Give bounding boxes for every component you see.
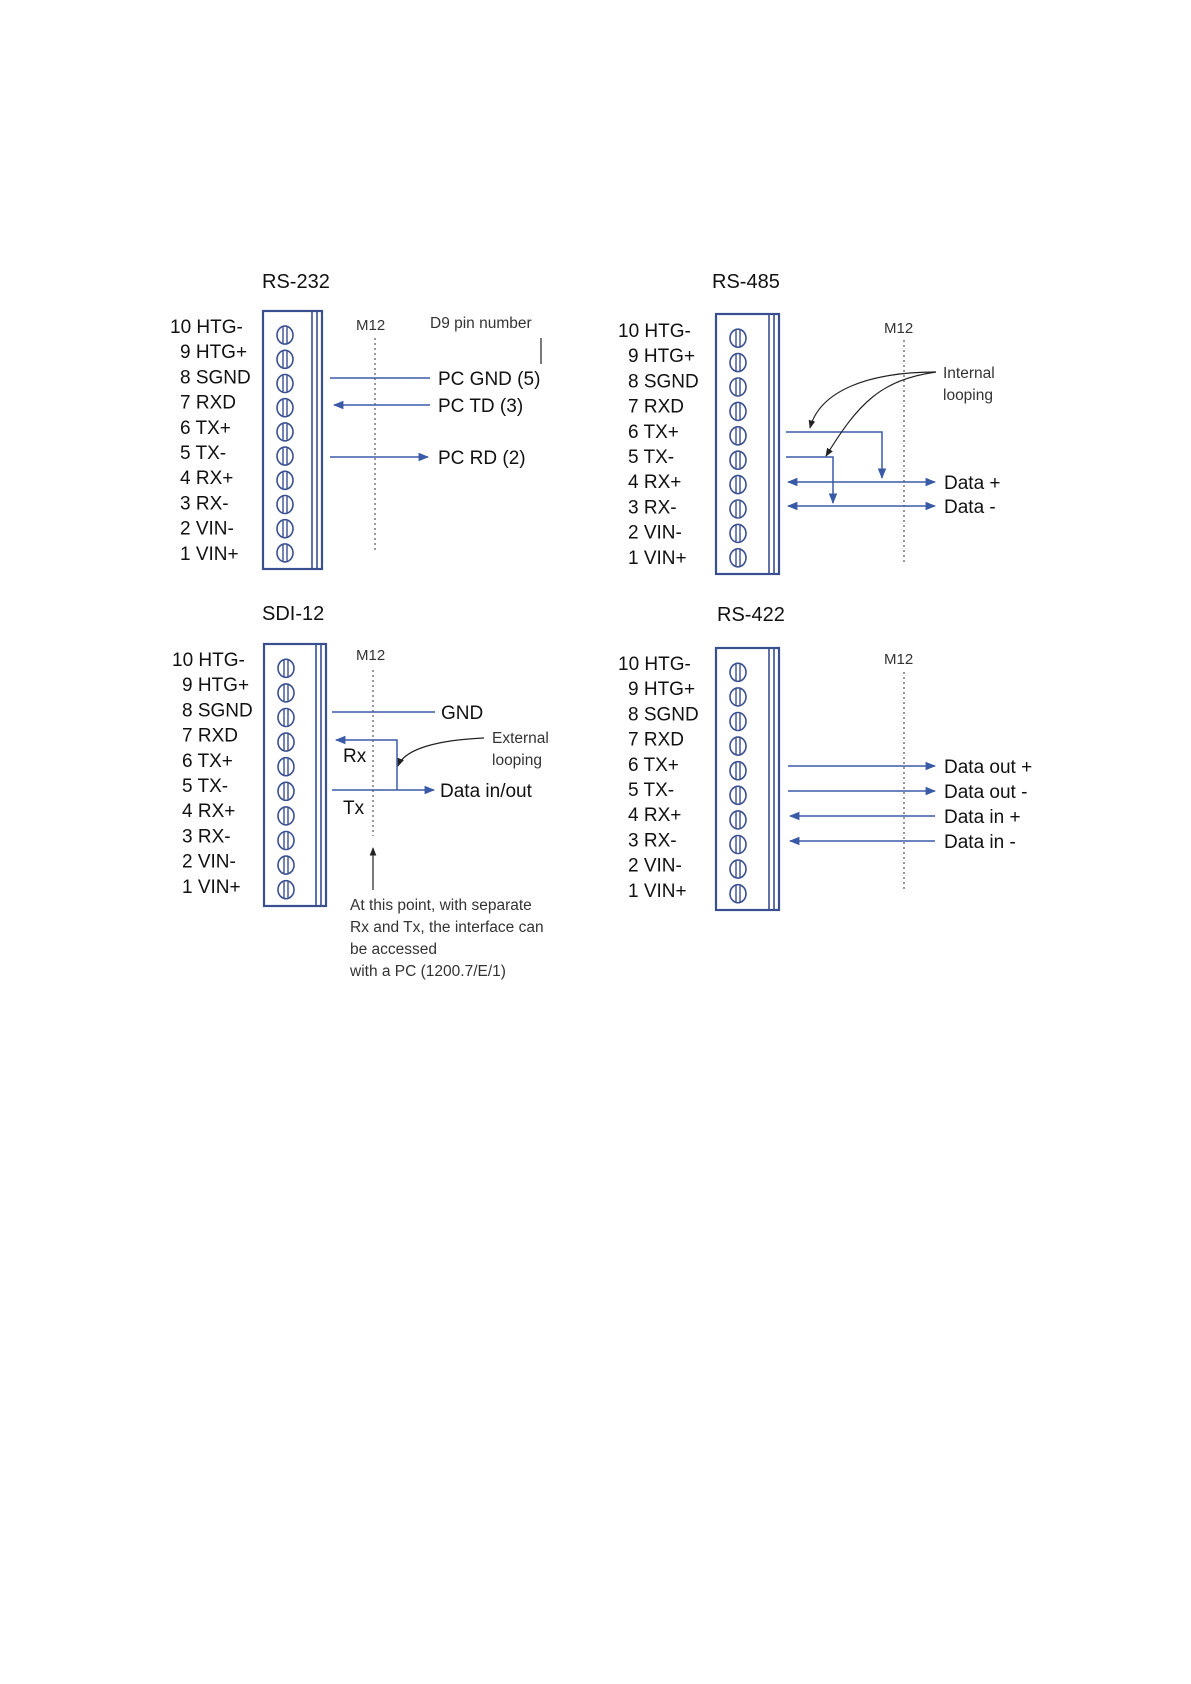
- signal-data-out-minus: Data out -: [944, 782, 1028, 803]
- footnote-line3: be accessed: [350, 941, 438, 958]
- screw-terminal: [278, 659, 294, 677]
- signal-gnd: GND: [441, 703, 484, 724]
- pin-label: 1 VIN+: [182, 876, 241, 898]
- screw-terminal: [278, 709, 294, 727]
- screw-terminal: [730, 378, 746, 396]
- footnote-line2: Rx and Tx, the interface can: [350, 919, 544, 936]
- pin-label: 7 RXD: [628, 729, 684, 751]
- rs232-title: RS-232: [262, 271, 330, 293]
- signal-pc-td: PC TD (3): [438, 396, 524, 417]
- pin-label: 9 HTG+: [628, 679, 696, 701]
- rs422-panel: [618, 604, 1032, 910]
- external-looping-pointer: [398, 738, 484, 766]
- pin-label: 1 VIN+: [180, 543, 239, 565]
- pin-label: 8 SGND: [628, 371, 699, 393]
- pin-label: 3 RX-: [180, 493, 229, 515]
- screw-terminal: [278, 758, 294, 776]
- screw-terminal: [730, 762, 746, 780]
- pin-label: 4 RX+: [182, 801, 236, 823]
- pin-label: 4 RX+: [628, 805, 682, 827]
- terminal-block: [264, 644, 326, 906]
- terminal-block: [716, 314, 779, 574]
- internal-looping-note-line2: looping: [943, 387, 993, 404]
- screw-terminal: [730, 500, 746, 518]
- signal-data-in-minus: Data in -: [944, 832, 1016, 853]
- tx-plus-loop-wire: [786, 432, 882, 478]
- screw-terminal: [278, 807, 294, 825]
- pin-label: 9 HTG+: [180, 342, 248, 364]
- screw-terminal: [730, 713, 746, 731]
- pin-label: 6 TX+: [180, 417, 231, 439]
- pin-label: 3 RX-: [628, 497, 677, 519]
- screw-terminal: [277, 350, 293, 368]
- pin-label: 10 HTG-: [172, 650, 245, 671]
- screw-terminal: [730, 663, 746, 681]
- internal-looping-note-line1: Internal: [943, 365, 995, 382]
- screw-terminal: [277, 544, 293, 562]
- terminal-block: [716, 648, 779, 910]
- pin-label: 5 TX-: [182, 776, 229, 797]
- screw-terminal: [278, 684, 294, 702]
- screw-terminal: [730, 476, 746, 494]
- pin-label: 6 TX+: [182, 750, 233, 772]
- pin-label: 3 RX-: [182, 826, 231, 848]
- screw-terminal: [730, 524, 746, 542]
- pin-label: 6 TX+: [628, 754, 679, 776]
- pin-label: 9 HTG+: [182, 675, 250, 697]
- signal-pc-gnd: PC GND (5): [438, 369, 541, 390]
- screw-terminal: [278, 881, 294, 899]
- screw-terminal: [277, 399, 293, 417]
- pin-label: 7 RXD: [628, 396, 684, 418]
- screw-terminal: [277, 520, 293, 538]
- screw-terminal: [277, 496, 293, 514]
- rs485-title: RS-485: [712, 271, 780, 293]
- pin-label: 1 VIN+: [628, 547, 687, 569]
- m12-label: M12: [356, 317, 386, 334]
- footnote-line1: At this point, with separate: [350, 897, 532, 914]
- rs422-title: RS-422: [717, 604, 785, 626]
- rs485-panel: [618, 271, 1001, 574]
- pin-label: 8 SGND: [180, 367, 251, 389]
- tx-minus-loop-wire: [786, 457, 833, 503]
- screw-terminal: [730, 860, 746, 878]
- screw-terminal: [730, 329, 746, 347]
- pin-label: 10 HTG-: [170, 317, 243, 338]
- m12-label: M12: [356, 647, 386, 664]
- pin-label: 5 TX-: [628, 780, 675, 801]
- tx-label: Tx: [343, 798, 365, 819]
- screw-terminal: [277, 326, 293, 344]
- screw-terminal: [730, 836, 746, 854]
- pin-label: 4 RX+: [180, 468, 234, 490]
- d9-caption: D9 pin number: [430, 315, 532, 332]
- screw-terminal: [730, 451, 746, 469]
- signal-data-plus: Data +: [944, 473, 1001, 494]
- pin-label: 3 RX-: [628, 830, 677, 852]
- signal-data-out-plus: Data out +: [944, 757, 1033, 778]
- pin-label: 8 SGND: [182, 700, 253, 722]
- m12-label: M12: [884, 651, 914, 668]
- pin-label: 9 HTG+: [628, 346, 696, 368]
- screw-terminal: [730, 549, 746, 567]
- pin-label: 10 HTG-: [618, 654, 691, 675]
- pin-label: 1 VIN+: [628, 880, 687, 902]
- screw-terminal: [278, 856, 294, 874]
- screw-terminal: [277, 447, 293, 465]
- sdi12-title: SDI-12: [262, 603, 325, 625]
- screw-terminal: [277, 471, 293, 489]
- pin-labels: [618, 654, 699, 902]
- sdi12-panel: [172, 603, 549, 980]
- looping-pointer-2: [826, 372, 936, 456]
- screw-terminal: [730, 885, 746, 903]
- pin-label: 5 TX-: [180, 443, 227, 464]
- m12-label: M12: [884, 320, 914, 337]
- pin-labels: [170, 317, 251, 565]
- pin-labels: [172, 650, 253, 898]
- pin-label: 5 TX-: [628, 447, 675, 468]
- pin-label: 2 VIN-: [182, 851, 236, 873]
- screw-terminal: [730, 811, 746, 829]
- screw-terminal: [730, 737, 746, 755]
- screw-terminal: [277, 375, 293, 393]
- screw-terminal: [730, 688, 746, 706]
- screw-terminal: [278, 832, 294, 850]
- pin-label: 6 TX+: [628, 421, 679, 443]
- signal-data-in-out: Data in/out: [440, 781, 532, 802]
- pin-label: 2 VIN-: [180, 518, 234, 540]
- rs232-panel: [170, 271, 541, 569]
- pin-label: 8 SGND: [628, 704, 699, 726]
- pin-label: 2 VIN-: [628, 855, 682, 877]
- pin-labels: [618, 321, 699, 569]
- pin-label: 7 RXD: [182, 725, 238, 747]
- looping-pointer-1: [810, 372, 936, 428]
- signal-data-minus: Data -: [944, 497, 996, 518]
- screw-terminal: [730, 427, 746, 445]
- screw-terminal: [730, 786, 746, 804]
- screw-terminal: [730, 402, 746, 420]
- footnote-line4: with a PC (1200.7/E/1): [350, 963, 506, 980]
- screw-terminal: [730, 354, 746, 372]
- signal-data-in-plus: Data in +: [944, 807, 1021, 828]
- screw-terminal: [277, 423, 293, 441]
- pin-label: 4 RX+: [628, 472, 682, 494]
- screw-terminal: [278, 782, 294, 800]
- screw-terminal: [278, 733, 294, 751]
- pin-label: 2 VIN-: [628, 522, 682, 544]
- pin-label: 7 RXD: [180, 392, 236, 414]
- pin-label: 10 HTG-: [618, 321, 691, 342]
- signal-pc-rd: PC RD (2): [438, 448, 526, 469]
- terminal-block: [263, 311, 322, 569]
- external-looping-note-line1: External: [492, 730, 549, 747]
- external-looping-note-line2: looping: [492, 752, 542, 769]
- rx-label: Rx: [343, 746, 367, 767]
